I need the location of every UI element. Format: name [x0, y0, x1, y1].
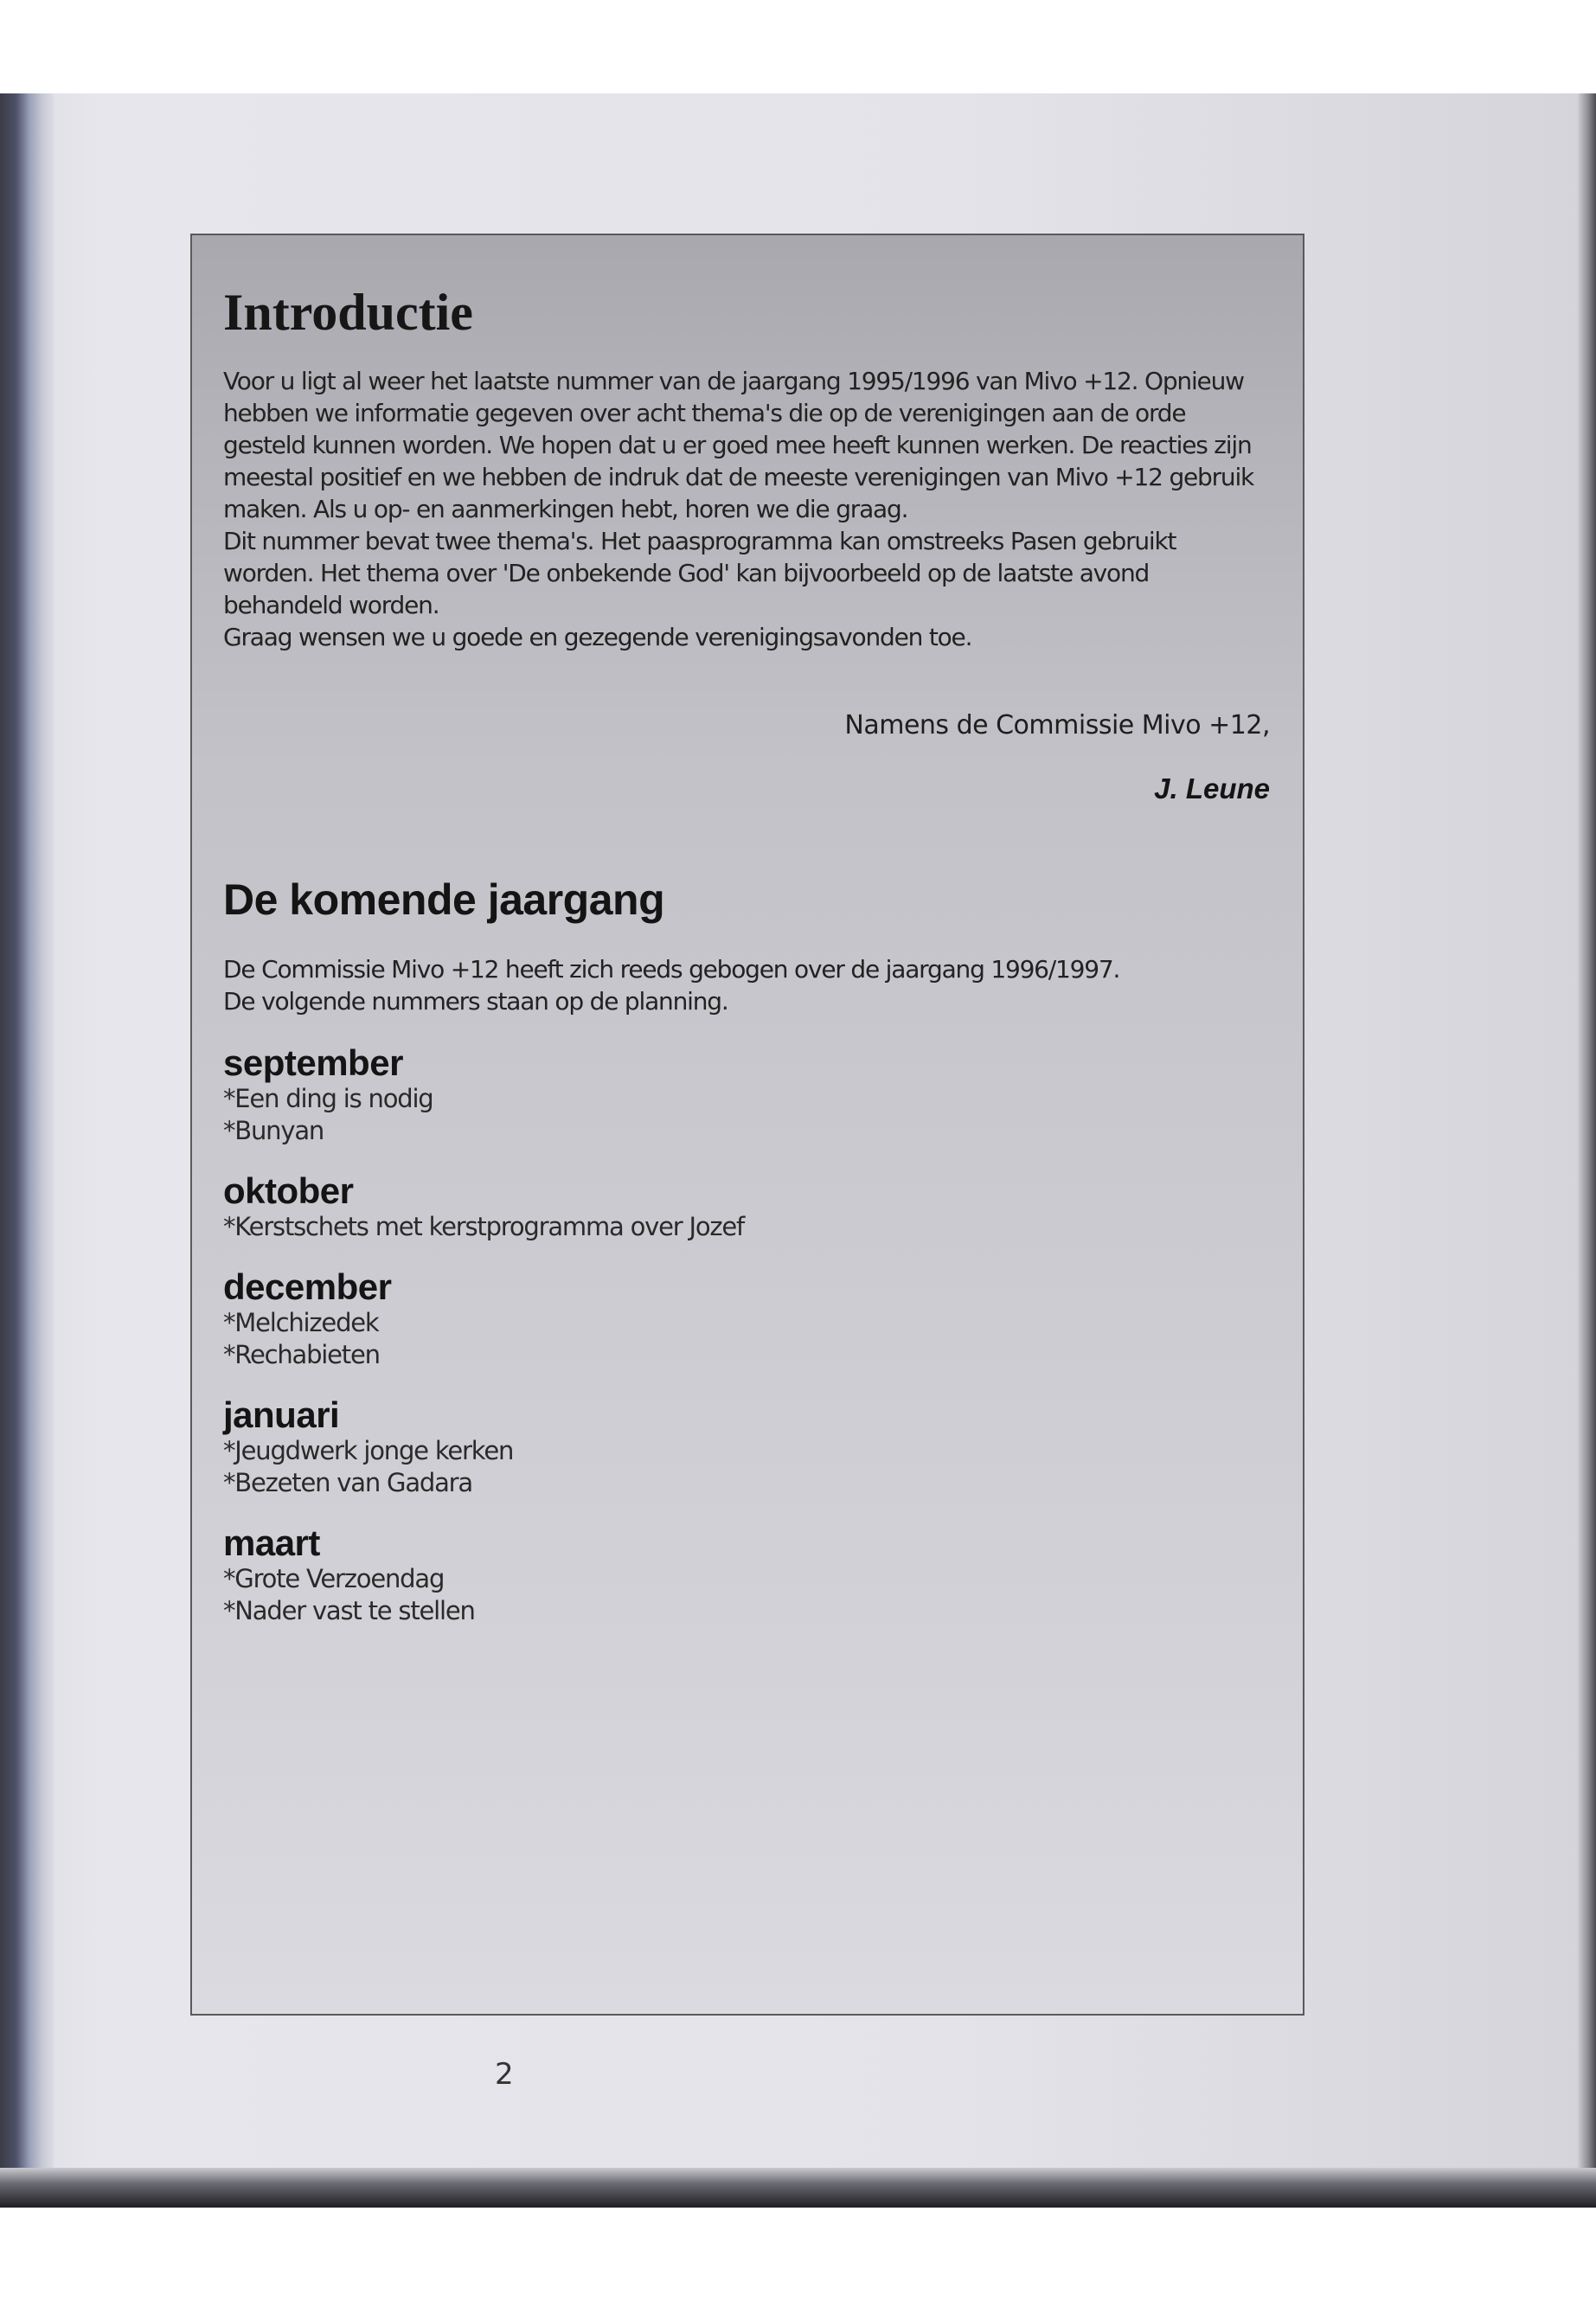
- intro-signature: J. Leune: [1154, 772, 1270, 804]
- content-panel: [190, 234, 1304, 2016]
- upcoming-title: De komende jaargang: [223, 875, 665, 924]
- month-block-september: [223, 1043, 1270, 1147]
- month-items: [223, 1083, 1270, 1147]
- intro-paragraph: Graag wensen we u goede en gezegende verenigingsavonden toe.: [223, 623, 972, 651]
- month-items: [223, 1563, 1270, 1627]
- month-item: *Een ding is nodig: [223, 1084, 433, 1113]
- intro-signoff: Namens de Commissie Mivo +12,: [844, 710, 1270, 740]
- book-binding-right: [1577, 93, 1596, 2208]
- month-items: [223, 1435, 1270, 1499]
- page-number: 2: [495, 2057, 514, 2092]
- month-item: *Jeugdwerk jonge kerken: [223, 1436, 514, 1465]
- page-bottom-edge: [0, 2168, 1596, 2208]
- month-name: december: [223, 1266, 392, 1307]
- month-name: september: [223, 1042, 403, 1083]
- month-item: *Rechabieten: [223, 1340, 380, 1369]
- intro-paragraph: Dit nummer bevat twee thema's. Het paasprogramma kan omstreeks Pasen gebruikt worden. Het thema over 'De onbekende God' kan bijvoorbeeld op de laatste avond behandeld worden.: [223, 527, 1176, 619]
- intro-title: Introductie: [223, 284, 473, 341]
- month-name: oktober: [223, 1170, 354, 1211]
- month-item: *Bezeten van Gadara: [223, 1468, 472, 1497]
- month-block-maart: [223, 1523, 1270, 1627]
- month-name: januari: [223, 1394, 340, 1435]
- month-items: [223, 1307, 1270, 1371]
- month-item: *Grote Verzoendag: [223, 1564, 445, 1593]
- month-block-december: [223, 1267, 1270, 1371]
- month-item: *Bunyan: [223, 1116, 324, 1145]
- month-block-oktober: [223, 1171, 1270, 1243]
- intro-paragraph: Voor u ligt al weer het laatste nummer van de jaargang 1995/1996 van Mivo +12. Opnieuw hebben we informatie gegeven over acht thema's die op de verenigingen aan de orde gesteld kunnen worden. We hopen dat u er goed mee heeft kunnen werken. De reacties zijn meestal positief en we hebben de indruk dat de meeste verenigingen van Mivo +12 gebruik maken. Als u op- en aanmerkingen hebt, horen we die graag.: [223, 367, 1254, 523]
- month-name: maart: [223, 1522, 320, 1563]
- book-binding-left: [0, 93, 54, 2208]
- month-block-januari: [223, 1395, 1270, 1499]
- upcoming-paragraph: De Commissie Mivo +12 heeft zich reeds gebogen over de jaargang 1996/1997.: [223, 955, 1120, 984]
- upcoming-paragraph: De volgende nummers staan op de planning.: [223, 987, 728, 1016]
- month-schedule: [223, 1043, 1270, 1627]
- month-item: *Nader vast te stellen: [223, 1596, 475, 1625]
- month-items: [223, 1211, 1270, 1243]
- month-item: *Kerstschets met kerstprogramma over Jozef: [223, 1212, 745, 1241]
- month-item: *Melchizedek: [223, 1308, 379, 1337]
